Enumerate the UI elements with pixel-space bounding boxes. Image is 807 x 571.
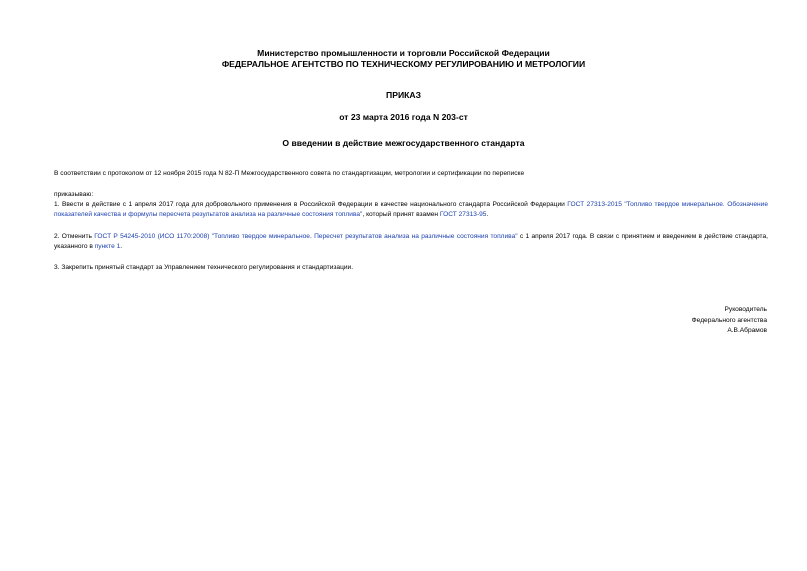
item-1-paragraph [54,200,768,220]
item-2-paragraph [54,232,768,252]
item-1-text-after: . [486,211,489,218]
prikazyvayu-paragraph [54,190,768,200]
gost-r-54245-2010-link[interactable]: ГОСТ Р 54245-2010 (ИСО 1170:2008) "Топливо твердое минеральное. Пересчет результатов анализа на различные состояния топлива" [94,233,518,240]
gost-27313-2015-link[interactable]: ГОСТ 27313-2015 "Топливо твердое минеральное. Обозначение показателей качества и формулы пересчета результатов анализа на различные состояния топлива" [54,201,768,218]
document-header [0,48,807,70]
agency-name: ФЕДЕРАЛЬНОЕ АГЕНТСТВО ПО ТЕХНИЧЕСКОМУ РЕГУЛИРОВАНИЮ И МЕТРОЛОГИИ [221,59,586,69]
signature-position: Руководитель [724,306,767,313]
order-subject: О введении в действие межгосударственного стандарта [282,138,525,148]
item-2-text-before: 2. Отменить [54,233,95,240]
preamble-paragraph [54,169,768,179]
item-2-text-after: . [120,243,123,250]
item-1-text-before: 1. Ввести в действие с 1 апреля 2017 года для добровольного применения в Российской Федерации в качестве национального стандарта Российской Федерации [54,201,568,208]
item-1-text-middle: , который принят взамен [362,211,440,218]
signature-organization: Федерального агентства [691,316,767,324]
signature-block [692,305,767,337]
preamble-text: В соответствии с протоколом от 12 ноября 2015 года N 82-П Межгосударственного совета по стандартизации, метрологии и сертификации по переписке [54,170,525,177]
item-3-text: 3. Закрепить принятый стандарт за Управлением технического регулирования и стандартизации. [54,264,354,271]
gost-27313-95-link[interactable]: ГОСТ 27313-95 [439,211,487,218]
ministry-name: Министерство промышленности и торговли Российской Федерации [257,48,550,58]
order-title: ПРИКАЗ [386,90,421,100]
order-date: от 23 марта 2016 года N 203-ст [339,112,468,122]
punkt-1-link[interactable]: пункте 1 [94,243,121,250]
item-2-text-middle: с 1 апреля 2017 года. В связи с принятием и введением в действие стандарта, указанного в [54,233,769,250]
item-3-paragraph [54,263,768,273]
prikazyvayu-text: приказываю: [54,191,94,198]
signature-name: А.В.Абрамов [727,327,767,334]
